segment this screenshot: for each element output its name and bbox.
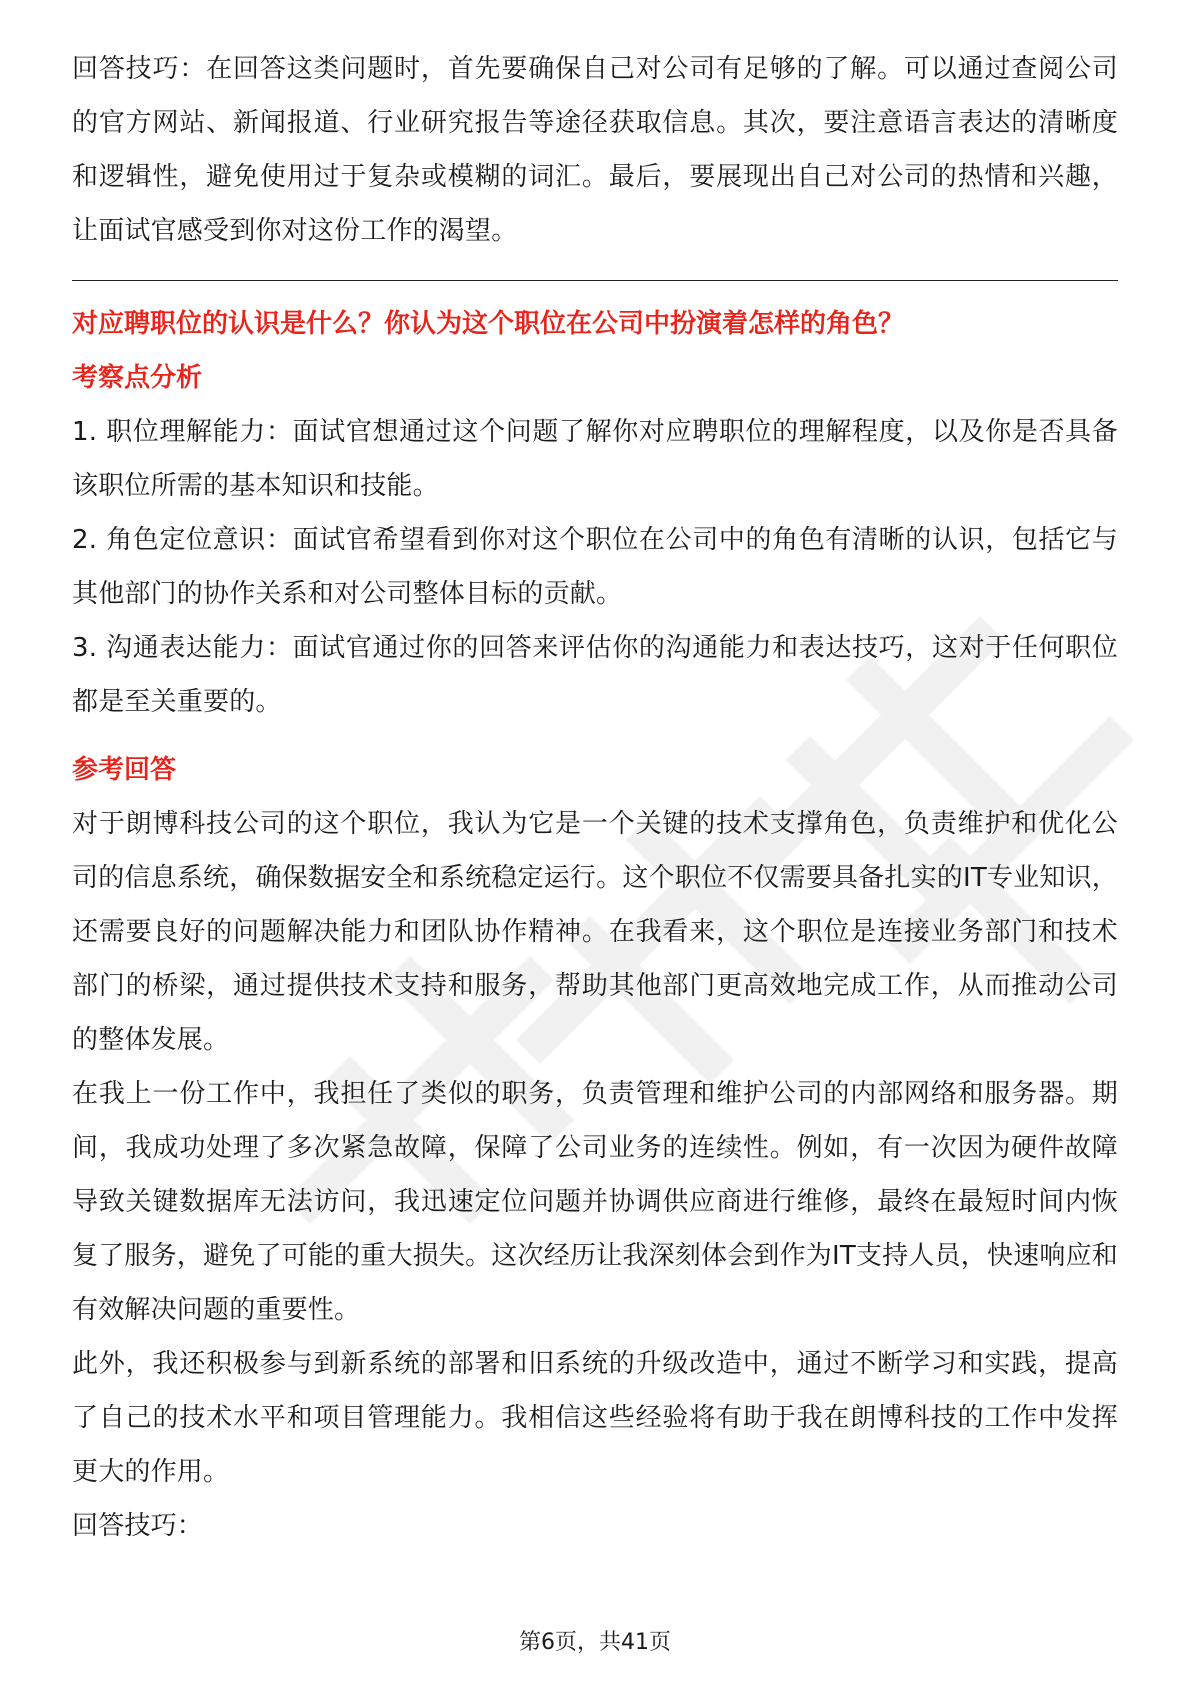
page-footer: 第6页，共41页 (519, 1630, 671, 1655)
analysis-item: 2. 角色定位意识：面试官希望看到你对这个职位在公司中的角色有清晰的认识，包括它与其他部门的协作关系和对公司整体目标的贡献。 (72, 525, 1118, 609)
analysis-item: 1. 职位理解能力：面试官想通过这个问题了解你对应聘职位的理解程度，以及你是否具备该职位所需的基本知识和技能。 (72, 417, 1118, 501)
reference-heading: 参考回答 (72, 755, 177, 785)
analysis-heading: 考察点分析 (72, 363, 203, 393)
reference-paragraph: 在我上一份工作中，我担任了类似的职务，负责管理和维护公司的内部网络和服务器。期间，我成功处理了多次紧急故障，保障了公司业务的连续性。例如，有一次因为硬件故障导致关键数据库无法访问，我迅速定位问题并协调供应商进行维修，最终在最短时间内恢复了服务，避免了可能的重大损失。这次经历让我深刻体会到作为IT支持人员，快速响应和有效解决问题的重要性。 (72, 1079, 1118, 1325)
closing-tip-label: 回答技巧： (72, 1511, 204, 1541)
section-divider (72, 280, 1118, 281)
question-heading: 对应聘职位的认识是什么？你认为这个职位在公司中扮演着怎样的角色？ (72, 309, 905, 339)
reference-paragraph: 此外，我还积极参与到新系统的部署和旧系统的升级改造中，通过不断学习和实践，提高了自己的技术水平和项目管理能力。我相信这些经验将有助于我在朗博科技的工作中发挥更大的作用。 (72, 1349, 1118, 1487)
intro-tip-paragraph: 回答技巧：在回答这类问题时，首先要确保自己对公司有足够的了解。可以通过查阅公司的官方网站、新闻报道、行业研究报告等途径获取信息。其次，要注意语言表达的清晰度和逻辑性，避免使用过于复杂或模糊的词汇。最后，要展现出自己对公司的热情和兴趣，让面试官感受到你对这份工作的渴望。 (72, 54, 1118, 246)
analysis-item: 3. 沟通表达能力：面试官通过你的回答来评估你的沟通能力和表达技巧，这对于任何职位都是至关重要的。 (72, 633, 1118, 717)
document-page (72, 42, 1118, 1553)
reference-paragraph: 对于朗博科技公司的这个职位，我认为它是一个关键的技术支撑角色，负责维护和优化公司的信息系统，确保数据安全和系统稳定运行。这个职位不仅需要具备扎实的IT专业知识，还需要良好的问题解决能力和团队协作精神。在我看来，这个职位是连接业务部门和技术部门的桥梁，通过提供技术支持和服务，帮助其他部门更高效地完成工作，从而推动公司的整体发展。 (72, 809, 1118, 1055)
